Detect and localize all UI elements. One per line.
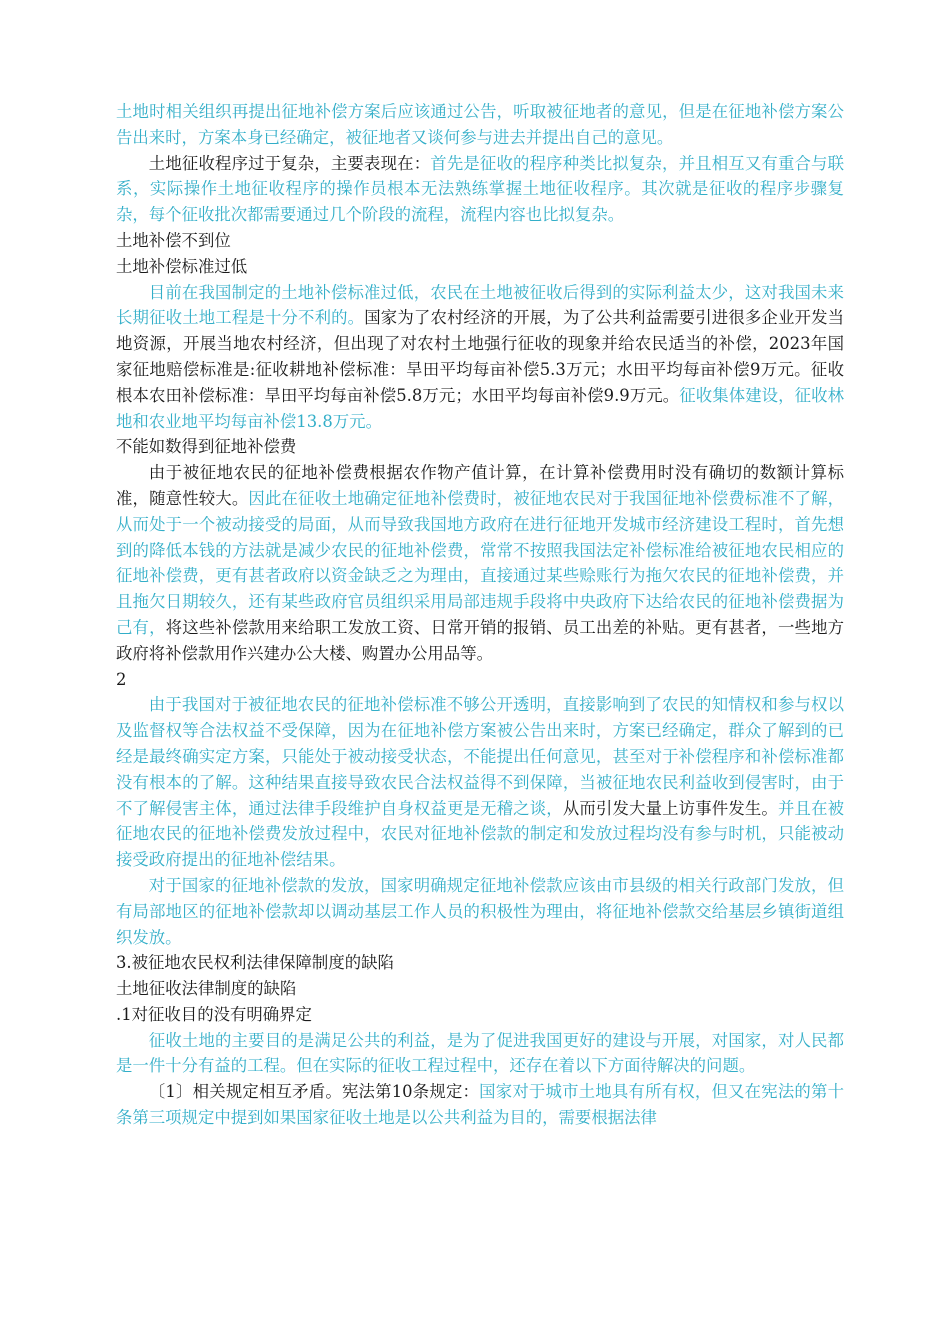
paragraph [116,1002,844,1028]
text-run: 〔1〕相关规定相互矛盾。宪法第10条规定： [148,1082,480,1102]
text-run: 2 [116,669,127,689]
text-run: 土地补偿不到位 [116,230,231,250]
paragraph [116,667,844,693]
text-run: 国家为了农村经济的开展，为了公共利益需要引进很多企业开发当地资源，开展当地农村经济，但出现了对农村土地强行征收的现象并给农民适当的补偿，2023年国家征地赔偿标准是:征收耕地补偿标准：旱田平均每亩补偿5.3万元；水田平均每亩补偿9万元。征收根本农田补偿标准：旱田平均每亩补偿5.8万元；水田平均每亩补偿9.9万元。 [116,308,845,405]
text-run: 从而引发大量上访事件发生。 [562,798,778,818]
highlighted-text-run: 由于我国对于被征地农民的征地补偿标准不够公开透明，直接影响到了农民的知情权和参与权以及监督权等合法权益不受保障，因为在征地补偿方案被公告出来时，方案已经确定，群众了解到的已经是最终确实定方案，只能处于被动接受状态，不能提出任何意见，甚至对于补偿程序和补偿标准都没有根本的了解。这种结果直接导致农民合法权益得不到保障，当被征地农民利益收到侵害时，由于不了解侵害主体，通过法律手段维护自身权益更是无稽之谈， [116,695,844,818]
paragraph [116,1079,844,1131]
paragraph [116,950,844,976]
highlighted-text-run: 国家对于城市土地具有所有权，但又在宪法的第十条第三项规定中提到如果国家征收土地是以公共利益为目的，需要根据法律 [116,1082,844,1128]
paragraph [116,280,844,435]
text-run: 土地征收程序过于复杂，主要表现在： [148,153,431,173]
paragraph [116,976,844,1002]
text-run: 由于被征地农民的征地补偿费根据农作物产值计算，在计算补偿费用时没有确切的数额计算标准，随意性较大。 [116,463,844,508]
highlighted-text-run: 目前在我国制定的土地补偿标准过低，农民在土地被征收后得到的实际利益太少，这对我国未来长期征收土地工程是十分不利的。 [116,282,844,328]
paragraph [116,254,844,280]
paragraph [116,99,844,151]
text-run: 不能如数得到征地补偿费 [116,437,297,457]
text-run: 土地征收法律制度的缺陷 [116,979,297,999]
highlighted-text-run: 征收集体建设，征收林地和农业地平均每亩补偿13.8万元。 [116,385,844,431]
document-body [116,99,844,1131]
paragraph [116,873,844,950]
paragraph [116,151,844,228]
text-run: 将这些补偿款用来给职工发放工资、日常开销的报销、员工出差的补贴。更有甚者，一些地方政府将补偿款用作兴建办公大楼、购置办公用品等。 [116,617,845,663]
paragraph [116,692,844,873]
paragraph [116,228,844,254]
paragraph [116,1028,844,1080]
paragraph [116,460,844,666]
text-run: 土地补偿标准过低 [116,256,248,276]
paragraph [116,434,844,460]
highlighted-text-run: 土地时相关组织再提出征地补偿方案后应该通过公告，听取被征地者的意见，但是在征地补偿方案公告出来时，方案本身已经确定，被征地者又谈何参与进去并提出自己的意见。 [116,102,844,147]
highlighted-text-run: 对于国家的征地补偿款的发放，国家明确规定征地补偿款应该由市县级的相关行政部门发放，但有局部地区的征地补偿款却以调动基层工作人员的积极性为理由，将征地补偿款交给基层乡镇街道组织发放。 [116,875,844,947]
highlighted-text-run: 首先是征收的程序种类比拟复杂，并且相互又有重合与联系，实际操作土地征收程序的操作员根本无法熟练掌握土地征收程序。其次就是征收的程序步骤复杂，每个征收批次都需要通过几个阶段的流程，流程内容也比拟复杂。 [116,153,845,225]
text-run: .1对征收目的没有明确界定 [116,1004,312,1024]
highlighted-text-run: 并且在被征地农民的征地补偿费发放过程中，农民对征地补偿款的制定和发放过程均没有参与时机，只能被动接受政府提出的征地补偿结果。 [116,798,845,870]
highlighted-text-run: 因此在征收土地确定征地补偿费时，被征地农民对于我国征地补偿费标准不了解，从而处于一个被动接受的局面，从而导致我国地方政府在进行征地开发城市经济建设工程时，首先想到的降低本钱的方法就是减少农民的征地补偿费，常常不按照我国法定补偿标准给被征地农民相应的征地补偿费，更有甚者政府以资金缺乏之为理由，直接通过某些赊账行为拖欠农民的征地补偿费，并且拖欠日期较久，还有某些政府官员组织采用局部违规手段将中央政府下达给农民的征地补偿费据为己有， [116,488,845,637]
highlighted-text-run: 征收土地的主要目的是满足公共的利益，是为了促进我国更好的建设与开展，对国家，对人民都是一件十分有益的工程。但在实际的征收工程过程中，还存在着以下方面待解决的问题。 [116,1030,844,1076]
text-run: 3.被征地农民权利法律保障制度的缺陷 [116,953,394,973]
